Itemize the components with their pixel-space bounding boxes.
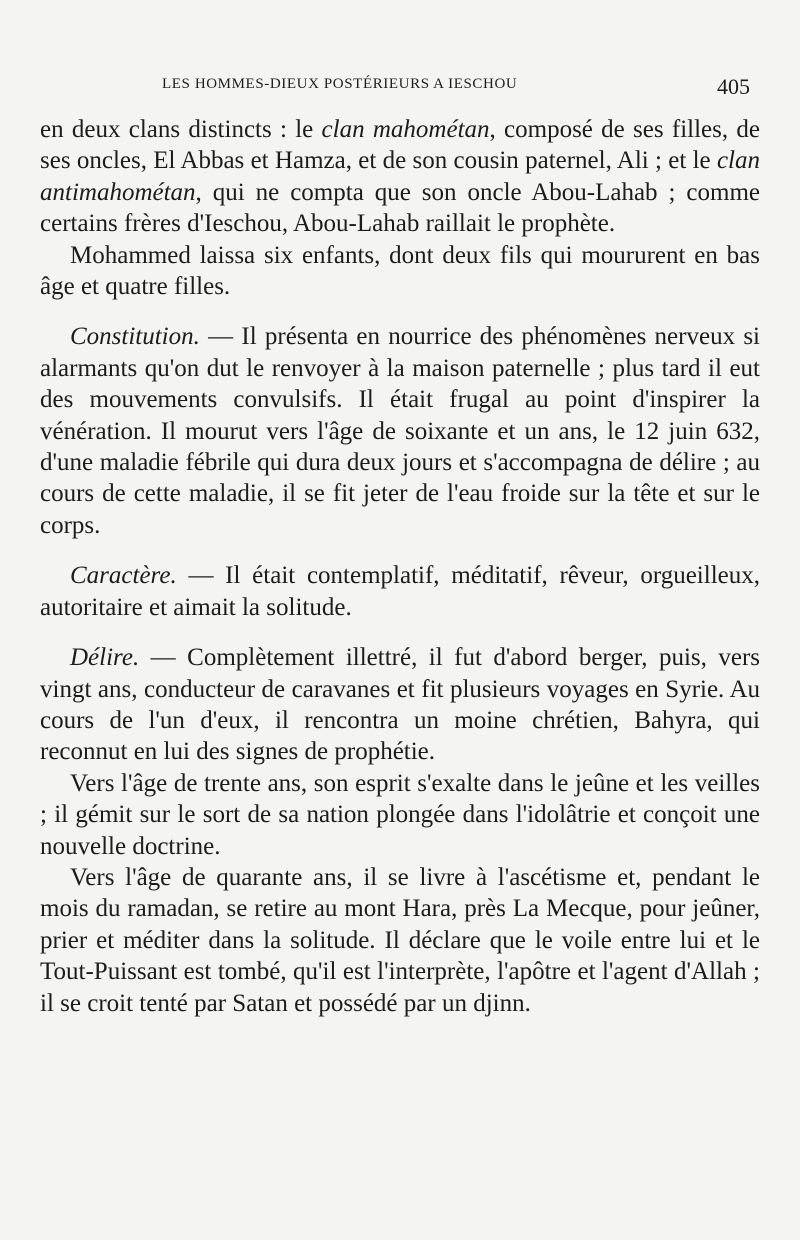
paragraph-text: — Il était contemplatif, méditatif, rêveur, orgueilleux, autoritaire et aimait la solitude. — [40, 562, 760, 621]
page-number: 405 — [717, 74, 750, 99]
section-constitution — [40, 321, 760, 541]
running-title: LES HOMMES-DIEUX POSTÉRIEURS A IESCHOU — [162, 76, 518, 92]
running-head — [40, 74, 760, 100]
section-caractere — [40, 560, 760, 623]
paragraph-text: , composé de ses filles, de ses oncles, El Abbas et Hamza, et de son cousin paternel, Ali ; et le — [40, 116, 760, 175]
body-text — [40, 114, 760, 1019]
section-heading: Caractère. — [70, 562, 177, 590]
paragraph-text: Mohammed laissa six enfants, dont deux fils qui moururent en bas âge et quatre filles. — [40, 241, 760, 301]
italic-term: clan antimahométan — [40, 147, 760, 206]
paragraph-text: en deux clans distincts : le — [40, 116, 322, 143]
paragraph-text: Vers l'âge de quarante ans, il se livre à l'ascétisme et, pendant le mois du ramadan, se retire au mont Hara, près La Mecque, pour jeûner, prier et méditer dans la solitude. Il déclare que le voile entre lui et le Tout-Puissant est tombé, qu'il est l'interprète, l'apôtre et l'agent d'Allah ; il se croit tenté par Satan et possédé par un djinn. — [40, 863, 760, 1017]
section-delire — [40, 642, 760, 768]
italic-term: clan mahométan — [321, 116, 490, 143]
paragraph-text: — Complètement illettré, il fut d'abord berger, puis, vers vingt ans, conducteur de caravanes et fit plusieurs voyages en Syrie. Au cours de l'un d'eux, il rencontra un moine chrétien, Bahyra, qui reconnut en lui des signes de prophétie. — [40, 644, 760, 766]
paragraph-children — [40, 240, 760, 303]
paragraph-text: Vers l'âge de trente ans, son esprit s'exalte dans le jeûne et les veilles ; il gémit sur le sort de sa nation plongée dans l'idolâtrie et conçoit une nouvelle doctrine. — [40, 769, 760, 860]
paragraph-text: — Il présenta en nourrice des phénomènes nerveux si alarmants qu'on dut le renvoyer à la maison paternelle ; plus tard il eut des mouvements convulsifs. Il était frugal au point d'inspirer la vénération. Il mourut vers l'âge de soixante et un ans, le 12 juin 632, d'une maladie fébrile qui dura deux jours et s'accompagna de délire ; au cours de cette maladie, il se fit jeter de l'eau froide sur la tête et sur le corps. — [40, 323, 760, 539]
paragraph-text: , qui ne compta que son oncle Abou-Lahab ; comme certains frères d'Ieschou, Abou-Lahab raillait le prophète. — [40, 178, 760, 238]
section-heading: Constitution. — [70, 323, 200, 351]
paragraph-clans — [40, 114, 760, 240]
paragraph-forty — [40, 862, 760, 1019]
section-heading: Délire. — [70, 644, 140, 672]
paragraph-thirty — [40, 768, 760, 862]
